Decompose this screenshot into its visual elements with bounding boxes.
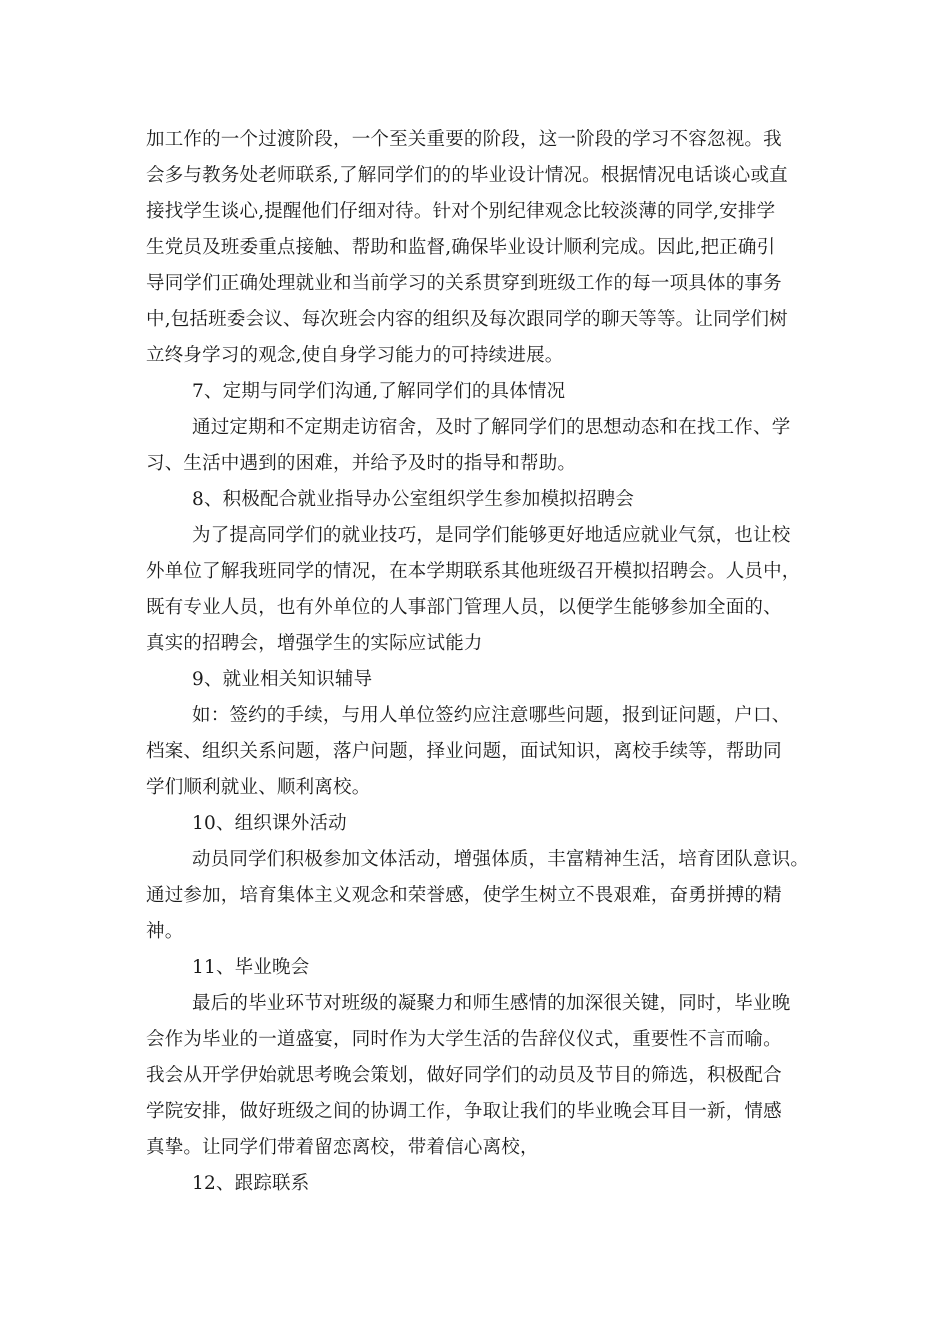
text-line: 生党员及班委重点接触、帮助和监督,确保毕业设计顺利完成。因此,把正确引 (146, 237, 776, 258)
text-line: 会作为毕业的一道盛宴，同时作为大学生活的告辞仪仪式，重要性不言而喻。 (146, 1029, 782, 1050)
text-line: 动员同学们积极参加文体活动，增强体质，丰富精神生活，培育团队意识。 (192, 849, 810, 870)
text-line: 为了提高同学们的就业技巧，是同学们能够更好地适应就业气氛，也让校 (192, 525, 791, 546)
section-heading: 8、积极配合就业指导办公室组织学生参加模拟招聘会 (192, 489, 635, 510)
text-line: 加工作的一个过渡阶段，一个至关重要的阶段，这一阶段的学习不容忽视。我 (146, 129, 782, 150)
section-heading: 12、跟踪联系 (192, 1173, 310, 1194)
text-line: 如：签约的手续，与用人单位签约应注意哪些问题，报到证问题，户口、 (192, 705, 791, 726)
text-line: 会多与教务处老师联系,了解同学们的的毕业设计情况。根据情况电话谈心或直 (146, 165, 788, 186)
text-line: 真挚。让同学们带着留恋离校，带着信心离校， (146, 1137, 539, 1158)
text-line: 真实的招聘会，增强学生的实际应试能力 (146, 633, 483, 654)
text-line: 我会从开学伊始就思考晚会策划，做好同学们的动员及节目的筛选，积极配合 (146, 1065, 782, 1086)
text-line: 接找学生谈心,提醒他们仔细对待。针对个别纪律观念比较淡薄的同学,安排学 (146, 201, 776, 222)
text-line: 立终身学习的观念,使自身学习能力的可持续进展。 (146, 345, 564, 366)
text-line: 通过定期和不定期走访宿舍，及时了解同学们的思想动态和在找工作、学 (192, 417, 791, 438)
text-line: 通过参加，培育集体主义观念和荣誉感，使学生树立不畏艰难，奋勇拼搏的精 (146, 885, 782, 906)
text-line: 导同学们正确处理就业和当前学习的关系贯穿到班级工作的每一项具体的事务 (146, 273, 782, 294)
text-line: 外单位了解我班同学的情况，在本学期联系其他班级召开模拟招聘会。人员中， (146, 561, 801, 582)
text-line: 档案、组织关系问题，落户问题，择业问题，面试知识，离校手续等，帮助同 (146, 741, 782, 762)
text-line: 习、生活中遇到的困难，并给予及时的指导和帮助。 (146, 453, 577, 474)
text-line: 最后的毕业环节对班级的凝聚力和师生感情的加深很关键，同时，毕业晚 (192, 993, 791, 1014)
section-heading: 11、毕业晚会 (192, 957, 310, 978)
text-line: 学院安排，做好班级之间的协调工作，争取让我们的毕业晚会耳目一新，情感 (146, 1101, 782, 1122)
text-line: 既有专业人员，也有外单位的人事部门管理人员，以便学生能够参加全面的、 (146, 597, 782, 618)
section-heading: 10、组织课外活动 (192, 813, 347, 834)
text-line: 神。 (146, 921, 184, 942)
text-line: 学们顺利就业、顺利离校。 (146, 777, 371, 798)
text-line: 中,包括班委会议、每次班会内容的组织及每次跟同学的聊天等等。让同学们树 (146, 309, 788, 330)
section-heading: 7、定期与同学们沟通,了解同学们的具体情况 (192, 381, 566, 402)
section-heading: 9、就业相关知识辅导 (192, 669, 373, 690)
